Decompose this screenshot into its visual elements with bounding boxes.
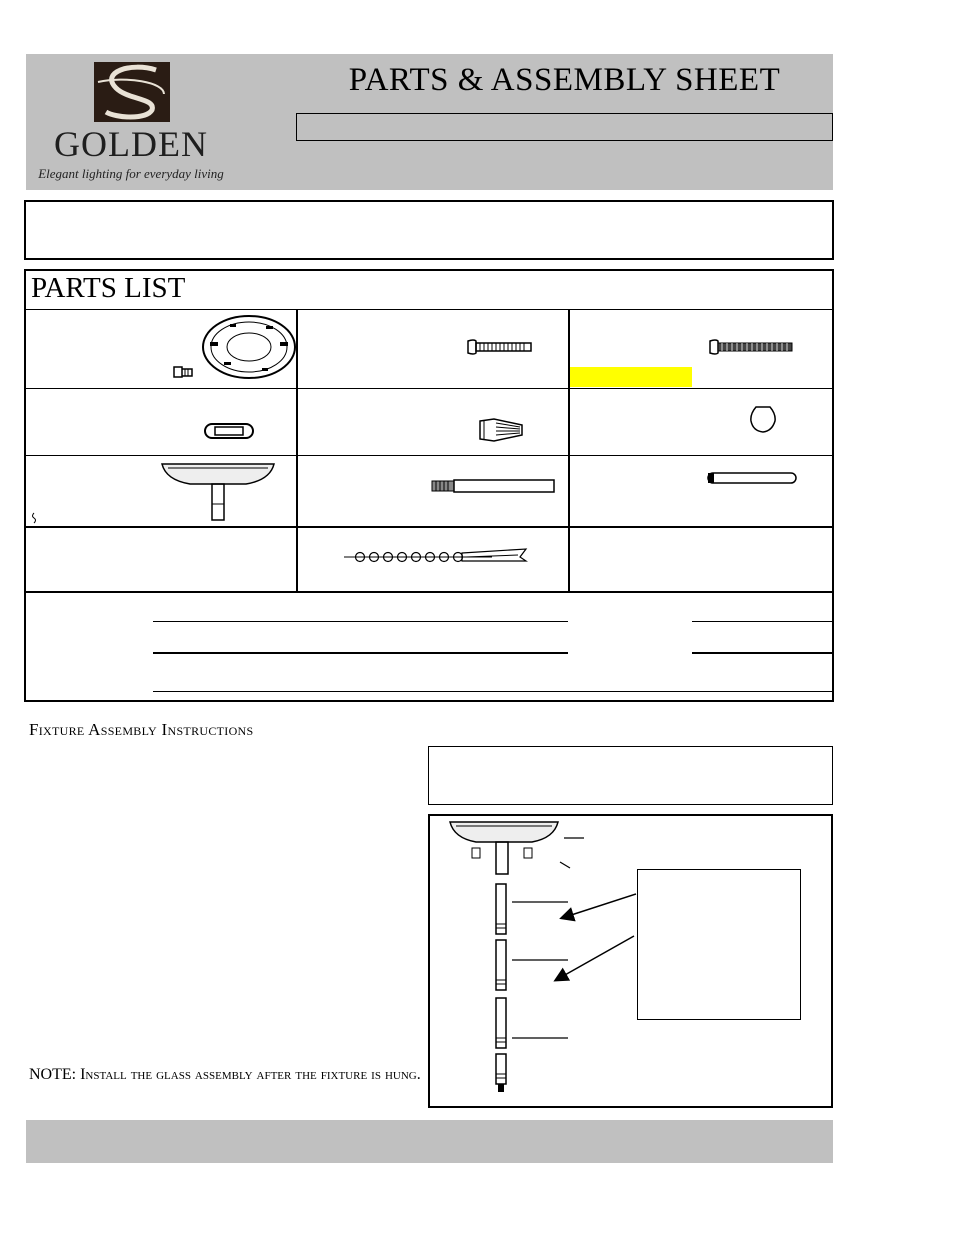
ball-chain-icon [342, 545, 530, 569]
parts-row-divider [26, 388, 833, 389]
brand-name: GOLDEN [54, 124, 208, 164]
description-box [24, 200, 834, 260]
form-line [692, 652, 833, 654]
parts-row-divider [26, 455, 833, 456]
diagram-callout-box [637, 869, 801, 1020]
form-line [692, 621, 833, 622]
parts-row-divider [26, 526, 833, 528]
parts-list-table [24, 269, 834, 702]
wire-nut-icon [476, 415, 526, 445]
parts-col-divider [568, 310, 570, 592]
arrow-icon [548, 888, 640, 984]
mounting-plate-icon [200, 312, 300, 382]
long-screw-icon [708, 338, 796, 356]
assembly-title: Fixture Assembly Instructions [29, 720, 254, 739]
footer-band [26, 1120, 833, 1163]
brand-tagline: Elegant lighting for everyday living [38, 166, 224, 181]
threaded-stem-icon [430, 478, 558, 494]
golden-logo-icon [36, 60, 226, 186]
marker-icon [30, 512, 38, 524]
machine-screw-icon [466, 338, 534, 356]
parts-row-divider [26, 309, 833, 310]
screw-icon [172, 362, 196, 382]
golden-logo [36, 60, 226, 186]
short-rod-icon [706, 471, 800, 485]
model-number-field [296, 113, 833, 141]
assembly-note: NOTE: Install the glass assembly after the fixture is hung. [29, 1066, 421, 1083]
form-line [153, 621, 568, 622]
form-line [153, 652, 568, 654]
page-title: PARTS & ASSEMBLY SHEET [348, 62, 781, 98]
parts-row-divider [26, 591, 833, 593]
canopy-icon [158, 460, 278, 524]
assembly-note-box [428, 746, 833, 805]
nipple-icon [203, 421, 255, 441]
parts-list-title: PARTS LIST [31, 272, 186, 304]
lock-washer-icon [748, 404, 778, 434]
highlight-marker [570, 367, 692, 387]
form-line [153, 691, 833, 692]
